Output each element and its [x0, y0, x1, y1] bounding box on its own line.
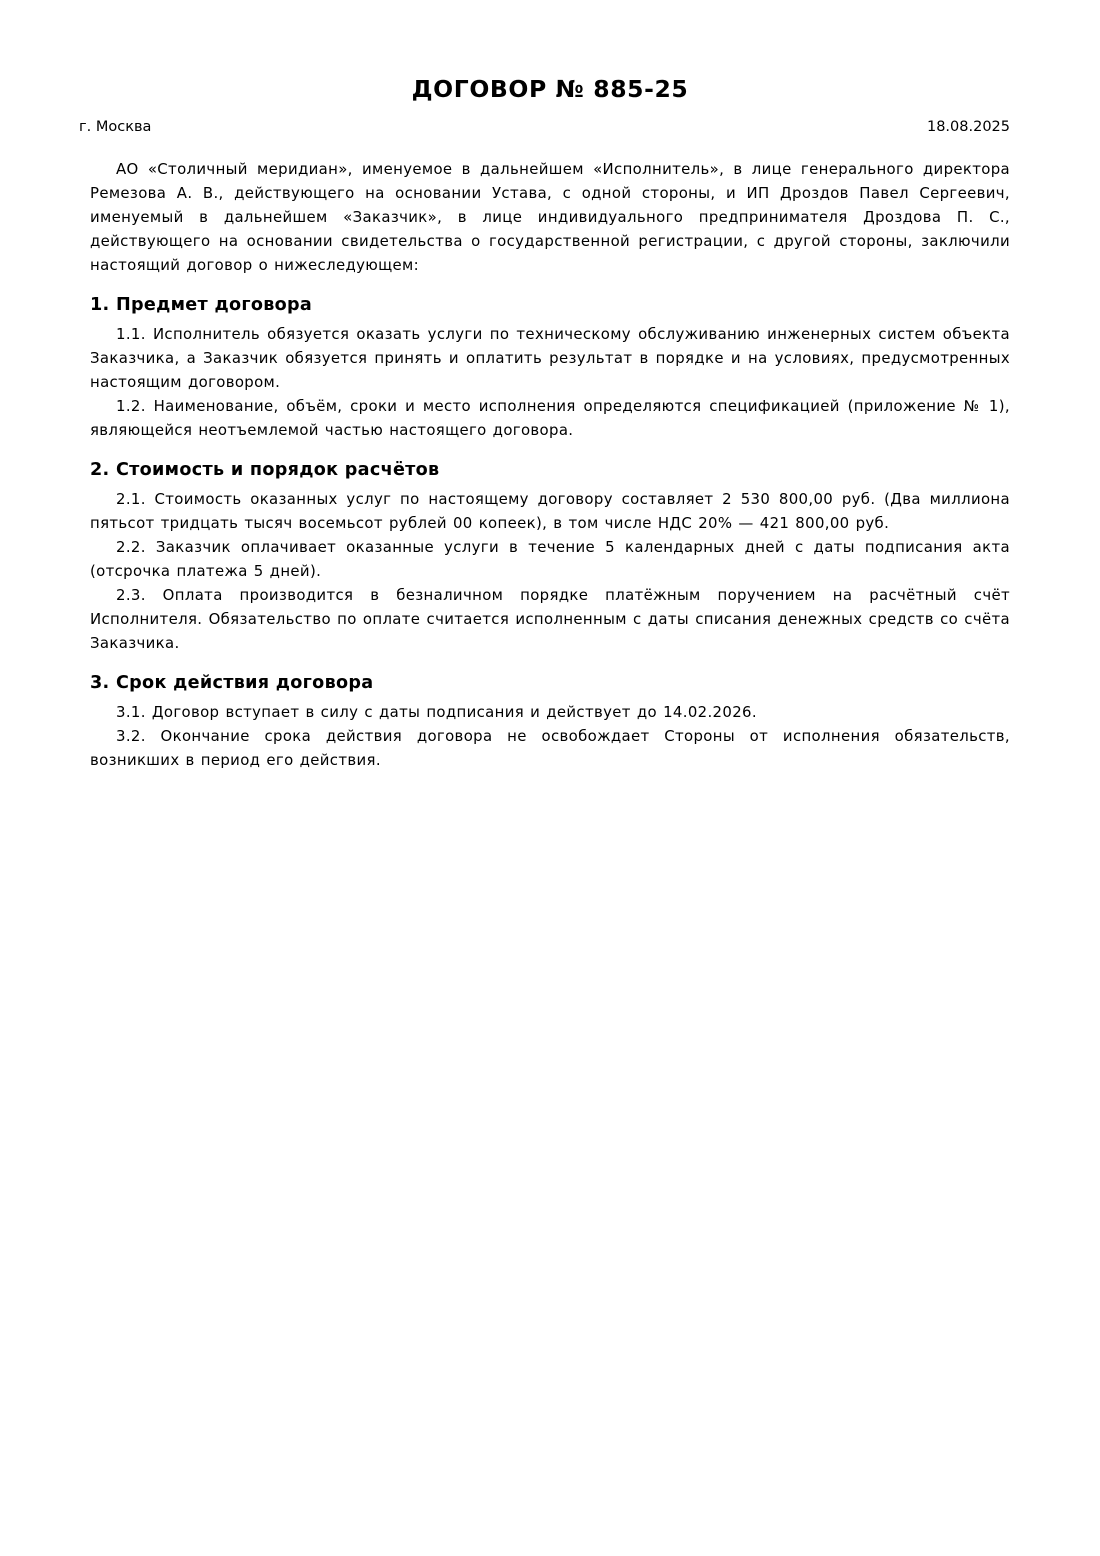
- clause-paragraph: 2.1. Стоимость оказанных услуг по настоящему договору составляет 2 530 800,00 руб. (Два миллиона пятьсот тридцать тысяч восемьсот рублей 00 копеек), в том числе НДС 20% — 421 800,00 руб.: [90, 490, 1010, 532]
- section-subject: [90, 293, 1010, 442]
- clause-paragraph: 3.1. Договор вступает в силу с даты подписания и действует до 14.02.2026.: [116, 703, 757, 721]
- preamble-paragraph: АО «Столичный меридиан», именуемое в дальнейшем «Исполнитель», в лице генерального директора Ремезова А. В., действующего на основании Устава, с одной стороны, и ИП Дроздов Павел Сергеевич, именуемый в дальнейшем «Заказчик», в лице индивидуального предпринимателя Дроздова П. С., действующего на основании свидетельства о государственной регистрации, с другой стороны, заключили настоящий договор о нижеследующем:: [90, 160, 1010, 274]
- clause-paragraph: 1.1. Исполнитель обязуется оказать услуги по техническому обслуживанию инженерных систем объекта Заказчика, а Заказчик обязуется принять и оплатить результат в порядке и на условиях, предусмотренных настоящим договором.: [90, 325, 1010, 391]
- section-heading: 3. Срок действия договора: [90, 673, 374, 693]
- clause-paragraph: 2.2. Заказчик оплачивает оказанные услуги в течение 5 календарных дней с даты подписания акта (отсрочка платежа 5 дней).: [90, 538, 1010, 580]
- contract-date: 18.08.2025: [926, 119, 1010, 135]
- clause-paragraph: 3.2. Окончание срока действия договора не освобождает Стороны от исполнения обязательств, возникших в период его действия.: [90, 727, 1010, 769]
- clause-paragraph: 2.3. Оплата производится в безналичном порядке платёжным поручением на расчётный счёт Исполнителя. Обязательство по оплате считается исполненным с даты списания денежных средств со счёта Заказчика.: [90, 586, 1010, 652]
- clause-paragraph: 1.2. Наименование, объём, сроки и место исполнения определяются спецификацией (приложение № 1), являющейся неотъемлемой частью настоящего договора.: [90, 397, 1010, 439]
- document-body: [90, 157, 1010, 772]
- section-term: [90, 671, 1010, 772]
- document-title: ДОГОВОР № 885-25: [411, 75, 689, 103]
- contract-city: г. Москва: [79, 119, 152, 135]
- section-heading: 1. Предмет договора: [90, 295, 313, 315]
- section-heading: 2. Стоимость и порядок расчётов: [90, 460, 440, 480]
- section-payment: [90, 458, 1010, 655]
